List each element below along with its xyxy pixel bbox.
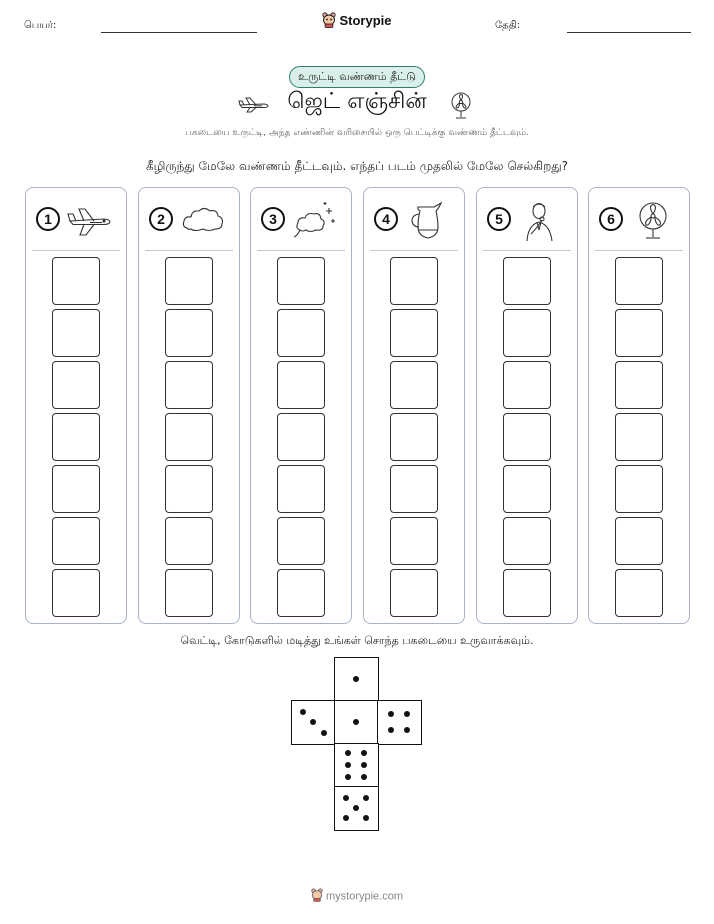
color-box[interactable] — [615, 413, 663, 461]
dice-face — [334, 700, 379, 745]
dice-pip — [361, 774, 367, 780]
color-box[interactable] — [52, 309, 100, 357]
column-number: 1 — [36, 207, 60, 231]
column-divider — [145, 250, 233, 251]
color-box[interactable] — [277, 361, 325, 409]
name-label: பெயர்: — [24, 20, 57, 31]
color-box[interactable] — [52, 517, 100, 565]
dice-pip — [343, 815, 349, 821]
color-box[interactable] — [165, 465, 213, 513]
column-divider — [483, 250, 571, 251]
color-box[interactable] — [165, 569, 213, 617]
color-box[interactable] — [277, 569, 325, 617]
column-divider — [32, 250, 120, 251]
dice-pip — [388, 711, 394, 717]
color-box[interactable] — [52, 257, 100, 305]
color-box[interactable] — [503, 257, 551, 305]
color-box[interactable] — [503, 361, 551, 409]
color-box[interactable] — [165, 257, 213, 305]
question-text: கீழிருந்து மேலே வண்ணம் தீட்டவும். எந்தப் படம் முதலில் மேலே செல்கிறது? — [145, 159, 569, 173]
footer-url: mystorypie.com — [325, 890, 404, 903]
color-box[interactable] — [277, 517, 325, 565]
date-label: தேதி: — [495, 20, 521, 31]
color-box[interactable] — [390, 309, 438, 357]
color-box[interactable] — [52, 465, 100, 513]
date-field[interactable] — [567, 32, 691, 33]
column-divider — [595, 250, 683, 251]
dice-face — [334, 786, 379, 831]
color-box[interactable] — [277, 465, 325, 513]
dice-face — [334, 743, 379, 788]
color-box[interactable] — [615, 257, 663, 305]
color-box[interactable] — [390, 361, 438, 409]
dice-column-3 — [250, 187, 352, 624]
dice-face — [377, 700, 422, 745]
color-box[interactable] — [52, 569, 100, 617]
dice-pip — [353, 676, 359, 682]
color-box[interactable] — [390, 517, 438, 565]
dice-pip — [404, 727, 410, 733]
color-box[interactable] — [615, 569, 663, 617]
color-box[interactable] — [390, 413, 438, 461]
dice-pip — [363, 815, 369, 821]
airplane-icon — [66, 200, 114, 242]
name-field[interactable] — [101, 32, 257, 33]
instructions-text: பகடையை உருட்டி, அந்த எண்ணின் வரிசையில் ஒரு பெட்டிக்கு வண்ணம் தீட்டவும். — [185, 128, 529, 138]
column-divider — [370, 250, 458, 251]
color-box[interactable] — [390, 257, 438, 305]
column-number: 4 — [374, 207, 398, 231]
column-number: 3 — [261, 207, 285, 231]
column-number: 5 — [487, 207, 511, 231]
dice-pip — [343, 795, 349, 801]
column-divider — [257, 250, 345, 251]
color-box[interactable] — [503, 569, 551, 617]
color-box[interactable] — [503, 309, 551, 357]
brand-name: Storypie — [339, 12, 392, 28]
dice-face — [291, 700, 336, 745]
dice-face — [334, 657, 379, 702]
footer — [0, 888, 714, 905]
cloud-icon — [179, 200, 227, 242]
fan-icon — [450, 92, 472, 124]
dice-column-1 — [25, 187, 127, 624]
thinking-man-icon — [517, 200, 565, 242]
storypie-mascot-icon — [311, 888, 323, 905]
dice-column-6 — [588, 187, 690, 624]
dice-pip — [345, 750, 351, 756]
color-box[interactable] — [503, 517, 551, 565]
fan-icon — [629, 200, 677, 242]
dice-column-5 — [476, 187, 578, 624]
dice-pip — [353, 805, 359, 811]
pitcher-icon — [404, 200, 452, 242]
dice-column-4 — [363, 187, 465, 624]
dice-pip — [404, 711, 410, 717]
color-box[interactable] — [503, 413, 551, 461]
dice-pip — [353, 719, 359, 725]
color-box[interactable] — [615, 361, 663, 409]
color-box[interactable] — [615, 465, 663, 513]
dice-pip — [310, 719, 316, 725]
color-box[interactable] — [503, 465, 551, 513]
color-box[interactable] — [165, 413, 213, 461]
column-number: 6 — [599, 207, 623, 231]
color-box[interactable] — [52, 361, 100, 409]
dice-pip — [388, 727, 394, 733]
dice-pip — [345, 762, 351, 768]
color-box[interactable] — [390, 569, 438, 617]
color-box[interactable] — [165, 309, 213, 357]
dice-column-2 — [138, 187, 240, 624]
dice-pip — [361, 750, 367, 756]
color-box[interactable] — [615, 517, 663, 565]
color-box[interactable] — [277, 257, 325, 305]
brand-logo — [0, 12, 714, 31]
color-box[interactable] — [52, 413, 100, 461]
dice-pip — [300, 709, 306, 715]
dice-pip — [321, 730, 327, 736]
color-box[interactable] — [277, 309, 325, 357]
dice-pip — [363, 795, 369, 801]
activity-tag: உருட்டி வண்ணம் தீட்டு — [289, 66, 425, 88]
color-box[interactable] — [277, 413, 325, 461]
storypie-mascot-icon — [322, 12, 336, 31]
worksheet-title: ஜெட் எஞ்சின் — [287, 89, 427, 114]
dice-pip — [345, 774, 351, 780]
color-box[interactable] — [390, 465, 438, 513]
color-box[interactable] — [615, 309, 663, 357]
dice-pip — [361, 762, 367, 768]
color-box[interactable] — [165, 361, 213, 409]
color-box[interactable] — [165, 517, 213, 565]
cutout-instructions: வெட்டி, கோடுகளில் மடித்து உங்கள் சொந்த பகடையை உருவாக்கவும். — [180, 634, 534, 647]
column-number: 2 — [149, 207, 173, 231]
air-puff-icon — [291, 200, 339, 242]
